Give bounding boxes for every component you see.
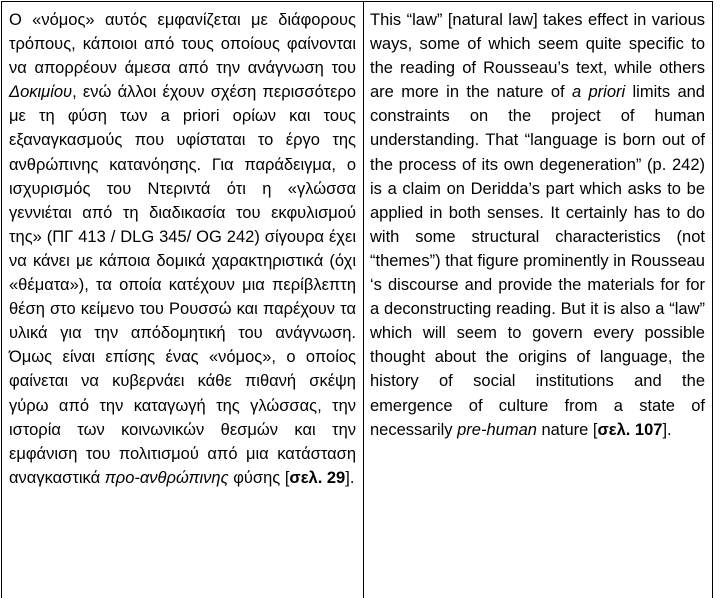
english-paragraph	[370, 8, 705, 442]
english-text-2: limits and constraints on the project of human understanding. That “language is born out of the process of its own degeneration” (p. 242) is a claim on Deridda’s part which asks to be applied in both senses. It certainly has to do with some structural characteristics (not “themes”) that figure prominently in Rousseau ‘s discourse and provide the materials for for a deconstructing reading. But it is also a “law” which will seem to govern every possible thought about the origins of language, the history of social institutions and the emergence of culture from a state of necessarily	[370, 83, 705, 439]
english-text-1: This “law” [natural law] takes effect in various ways, some of which seem quite specific to the reading of Rousseau’s text, while others are more in the nature of	[370, 11, 705, 102]
english-page-reference: σελ. 107	[597, 420, 663, 439]
greek-text-1: Ο «νόμος» αυτός εμφανίζεται με διάφορους τρόπους, κάποιοι από τους οποίους φαίνονται να απορρέουν άμεσα από την ανάγνωση του	[9, 11, 356, 78]
greek-paragraph	[9, 8, 356, 490]
greek-text-3: φύσης [	[228, 468, 290, 487]
english-italic-1: a priori	[571, 83, 626, 102]
english-italic-2: pre-human	[457, 420, 537, 439]
greek-text-2: , ενώ άλλοι έχουν σχέση περισσότερο με τη φύση των a priori ορίων και τους εξαναγκασμούς που υφίσταται το έργο της ανθρώπινης κατανόησης. Για παράδειγμα, ο ισχυρισμός του Ντεριντά ότι η «γλώσσα γεννιέται από τη διαδικασία του εκφυλισμού της» (ΠΓ 413 / DLG 345/ OG 242) σίγουρα έχει να κάνει με κάποια δομικά χαρακτηριστικά (όχι «θέματα»), τα οποία κατέχουν μια περίβλεπτη θέση στο κείμενο του Ρουσσώ και παρέχουν τα υλικά για την απόδομητική του ανάγνωση. Όμως είναι επίσης ένας «νόμος», ο οποίος φαίνεται να κυβερνάει κάθε πιθανή σκέψη γύρω από την καταγωγή της γλώσσας, την ιστορία των κοινωνικών θεσμών και την εμφάνιση του πολιτισμού από μια κατάσταση αναγκαστικά	[9, 83, 356, 487]
translation-table	[1, 1, 713, 598]
greek-column	[2, 2, 364, 598]
english-text-3: nature [	[536, 420, 598, 439]
greek-text-4: ].	[345, 468, 355, 487]
english-text-4: ].	[662, 420, 672, 439]
greek-page-reference: σελ. 29	[289, 468, 346, 487]
greek-italic-1: Δοκιμίου	[9, 83, 73, 102]
english-column	[364, 2, 712, 598]
greek-italic-2: προ-ανθρώπινης	[104, 468, 229, 487]
